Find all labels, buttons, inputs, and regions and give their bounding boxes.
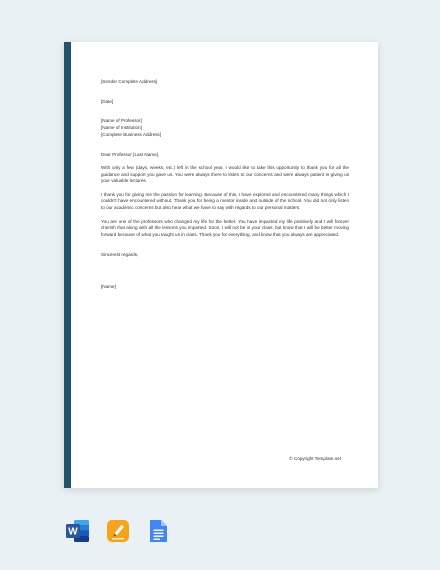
pages-icon[interactable] bbox=[106, 518, 130, 544]
word-icon[interactable] bbox=[66, 518, 90, 544]
word-icon-letter: W bbox=[68, 526, 78, 538]
recipient-name: [Name of Professor] bbox=[101, 118, 142, 124]
sender-address: [Sender Complete Address] bbox=[101, 79, 158, 84]
signature-name: [Name] bbox=[101, 284, 116, 290]
paragraph-3: You are one of the professors who changed my life for the better. You have impacted my life positively and I will forever cherish that along with all the lessons you imparted. Soon, I will not be in your class, but know that I will be better moving forward because of what you taught us in class. Thank you for everything, and know that you always are appreciated. bbox=[101, 218, 349, 237]
letter-date: [Date] bbox=[101, 98, 114, 104]
salutation: Dear Professor [Last Name], bbox=[101, 151, 160, 157]
closing: Sincerest regards, bbox=[101, 251, 139, 257]
google-docs-icon[interactable] bbox=[146, 518, 170, 544]
app-icons-row bbox=[66, 517, 186, 545]
paragraph-1: With only a few (days, weeks, etc.) left in the school year, I would like to take this opportunity to thank you for all the guidance and support you gave us. You were always there to listen to our concerns and were always patient in giving us your valuable lectures. bbox=[101, 164, 349, 184]
letter-body bbox=[101, 79, 349, 291]
recipient-address: [Complete Business Address] bbox=[101, 131, 162, 137]
copyright-text: © Copyright Template.net bbox=[289, 456, 341, 461]
paragraph-2: I thank you for giving me the passion for learning. Because of this, I have explored and encountered many things which I couldn't have encountered without. Thank you for being a mentor inside and outside of the school. You did not only listen to our academic concerns but also hear what we have to say with regards to our personal matters. bbox=[101, 191, 349, 211]
page-accent-bar bbox=[64, 42, 71, 488]
recipient-institution: [Name of Institution] bbox=[101, 125, 142, 131]
recipient-block bbox=[101, 118, 349, 138]
letter-page bbox=[64, 42, 378, 488]
